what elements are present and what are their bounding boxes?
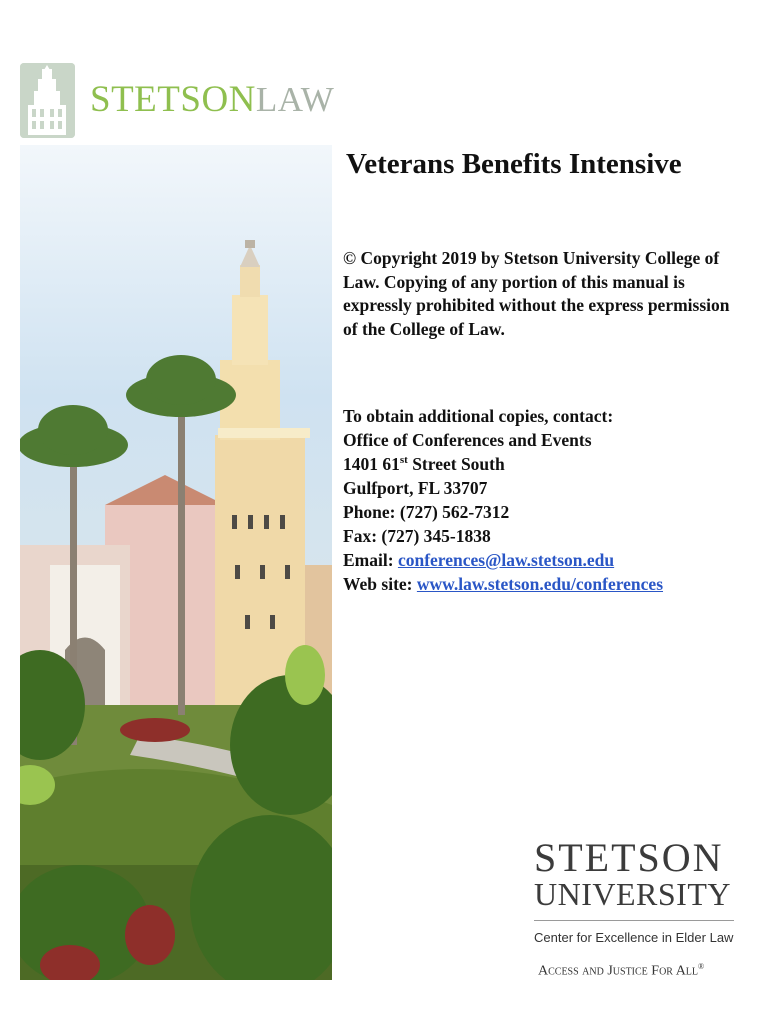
phone-label: Phone:	[343, 502, 400, 522]
contact-intro: To obtain additional copies, contact:	[343, 406, 614, 426]
contact-web	[343, 572, 763, 596]
logo-stetson-text: STETSON	[90, 79, 256, 120]
contact-city: Gulfport, FL 33707	[343, 478, 488, 498]
center-name: Center for Excellence in Elder Law	[534, 930, 734, 945]
stetson-tower-logo-icon	[20, 63, 75, 138]
street-number: 1401 61	[343, 454, 400, 474]
tagline	[538, 962, 704, 980]
fax-label: Fax:	[343, 526, 382, 546]
contact-street	[343, 452, 763, 476]
street-suffix: st	[399, 454, 408, 467]
campus-photo	[20, 145, 332, 980]
stetson-law-logo	[90, 78, 334, 121]
contact-block	[343, 404, 763, 596]
logo-law-text: LAW	[255, 80, 335, 119]
contact-office: Office of Conferences and Events	[343, 430, 592, 450]
copyright-notice: © Copyright 2019 by Stetson University College of Law. Copying of any portion of this manual is expressly prohibited without the express permission of the College of Law.	[343, 248, 730, 339]
fax-number: (727) 345-1838	[381, 526, 491, 546]
university-name-line1: STETSON	[534, 835, 724, 880]
email-link[interactable]: conferences@law.stetson.edu	[397, 550, 615, 570]
contact-fax	[343, 524, 763, 548]
registered-mark: ®	[698, 962, 705, 971]
contact-email	[343, 548, 763, 572]
web-label: Web site:	[343, 574, 417, 594]
street-rest: Street South	[407, 454, 505, 474]
website-link[interactable]: www.law.stetson.edu/conferences	[416, 574, 664, 594]
tagline-text: Access and Justice For All	[538, 963, 699, 979]
university-name-line2: UNIVERSITY	[534, 876, 731, 912]
stetson-university-logo	[534, 835, 731, 912]
divider	[534, 920, 734, 921]
contact-phone	[343, 500, 763, 524]
email-label: Email:	[343, 550, 398, 570]
document-title: Veterans Benefits Intensive	[346, 148, 682, 180]
phone-number: (727) 562-7312	[399, 502, 510, 522]
